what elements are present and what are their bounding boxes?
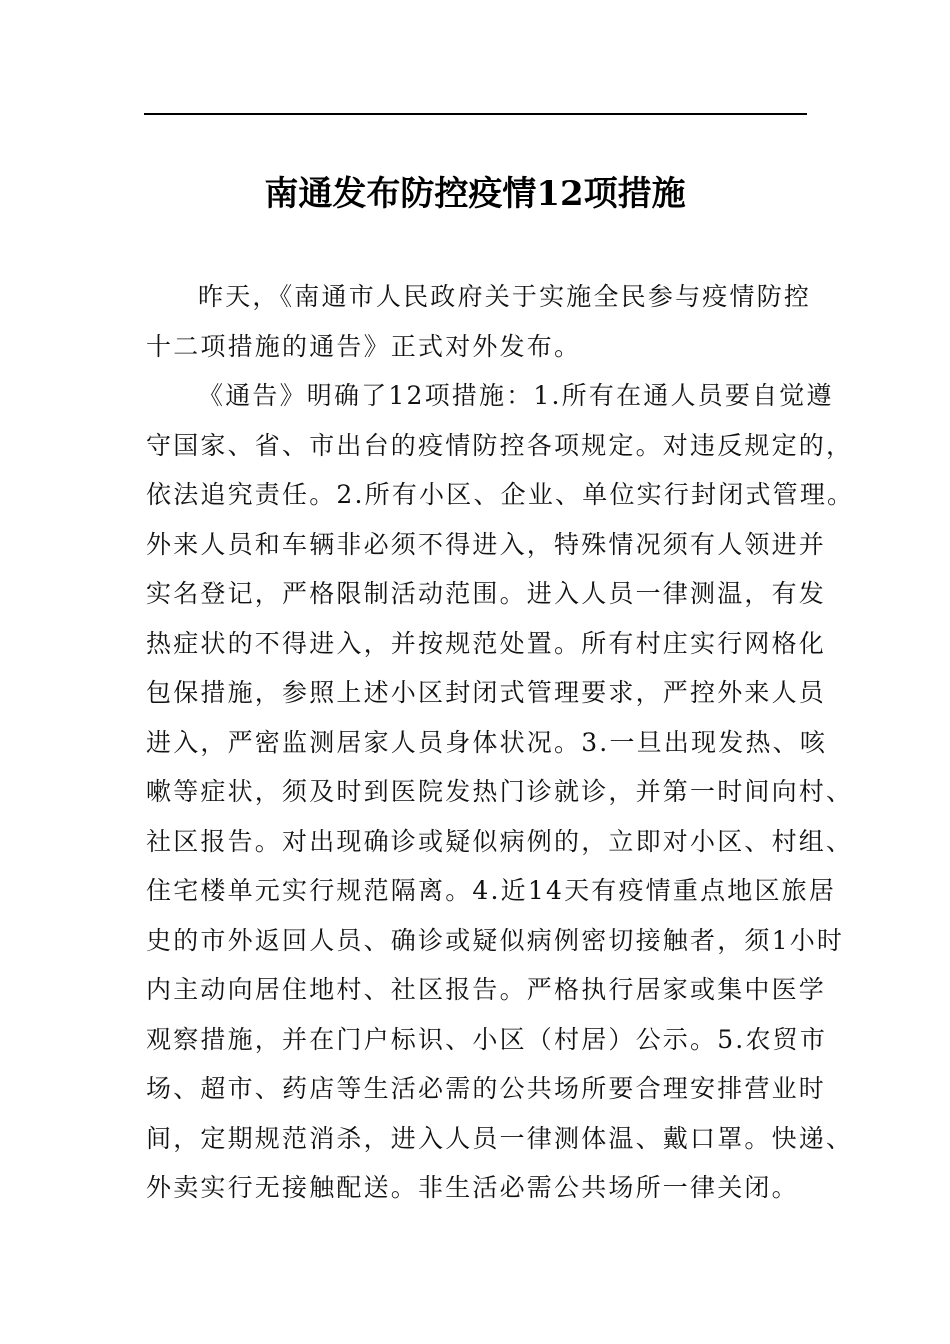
paragraph <box>146 272 812 371</box>
text-line: 住宅楼单元实行规范隔离。4.近14天有疫情重点地区旅居 <box>146 876 837 905</box>
text-line: 社区报告。对出现确诊或疑似病例的，立即对小区、村组、 <box>146 826 854 856</box>
text-line: 外卖实行无接触配送。非生活必需公共场所一律关闭。 <box>146 1173 799 1202</box>
document-title: 南通发布防控疫情12项措施 <box>264 174 686 214</box>
text-line: 史的市外返回人员、确诊或疑似病例密切接触者，须1小时 <box>146 925 845 955</box>
text-line: 依法追究责任。2.所有小区、企业、单位实行封闭式管理。 <box>146 480 855 509</box>
text-line: 内主动向居住地村、社区报告。严格执行居家或集中医学 <box>146 975 827 1004</box>
text-line: 十二项措施的通告》正式对外发布。 <box>146 331 582 361</box>
text-line: 昨天，《南通市人民政府关于实施全民参与疫情防控 <box>198 282 812 311</box>
text-line: 实名登记，严格限制活动范围。进入人员一律测温，有发 <box>146 579 827 608</box>
document-body <box>146 272 855 1213</box>
text-line: 热症状的不得进入，并按规范处置。所有村庄实行网格化 <box>146 628 827 658</box>
text-line: 场、超市、药店等生活必需的公共场所要合理安排营业时 <box>146 1074 827 1103</box>
text-line: 守国家、省、市出台的疫情防控各项规定。对违反规定的， <box>146 430 854 460</box>
text-line: 间，定期规范消杀，进入人员一律测体温、戴口罩。快递、 <box>146 1123 854 1153</box>
text-line: 包保措施，参照上述小区封闭式管理要求，严控外来人员 <box>146 678 827 707</box>
text-line: 观察措施，并在门户标识、小区（村居）公示。5.农贸市 <box>146 1024 828 1054</box>
text-line: 进入，严密监测居家人员身体状况。3.一旦出现发热、咳 <box>146 727 828 757</box>
text-line: 嗽等症状，须及时到医院发热门诊就诊，并第一时间向村、 <box>146 777 854 806</box>
text-line: 外来人员和车辆非必须不得进入，特殊情况须有人领进并 <box>146 529 827 559</box>
paragraph <box>146 371 855 1213</box>
header-rule <box>144 113 807 115</box>
text-line: 《通告》明确了12项措施：1.所有在通人员要自觉遵 <box>198 381 834 410</box>
